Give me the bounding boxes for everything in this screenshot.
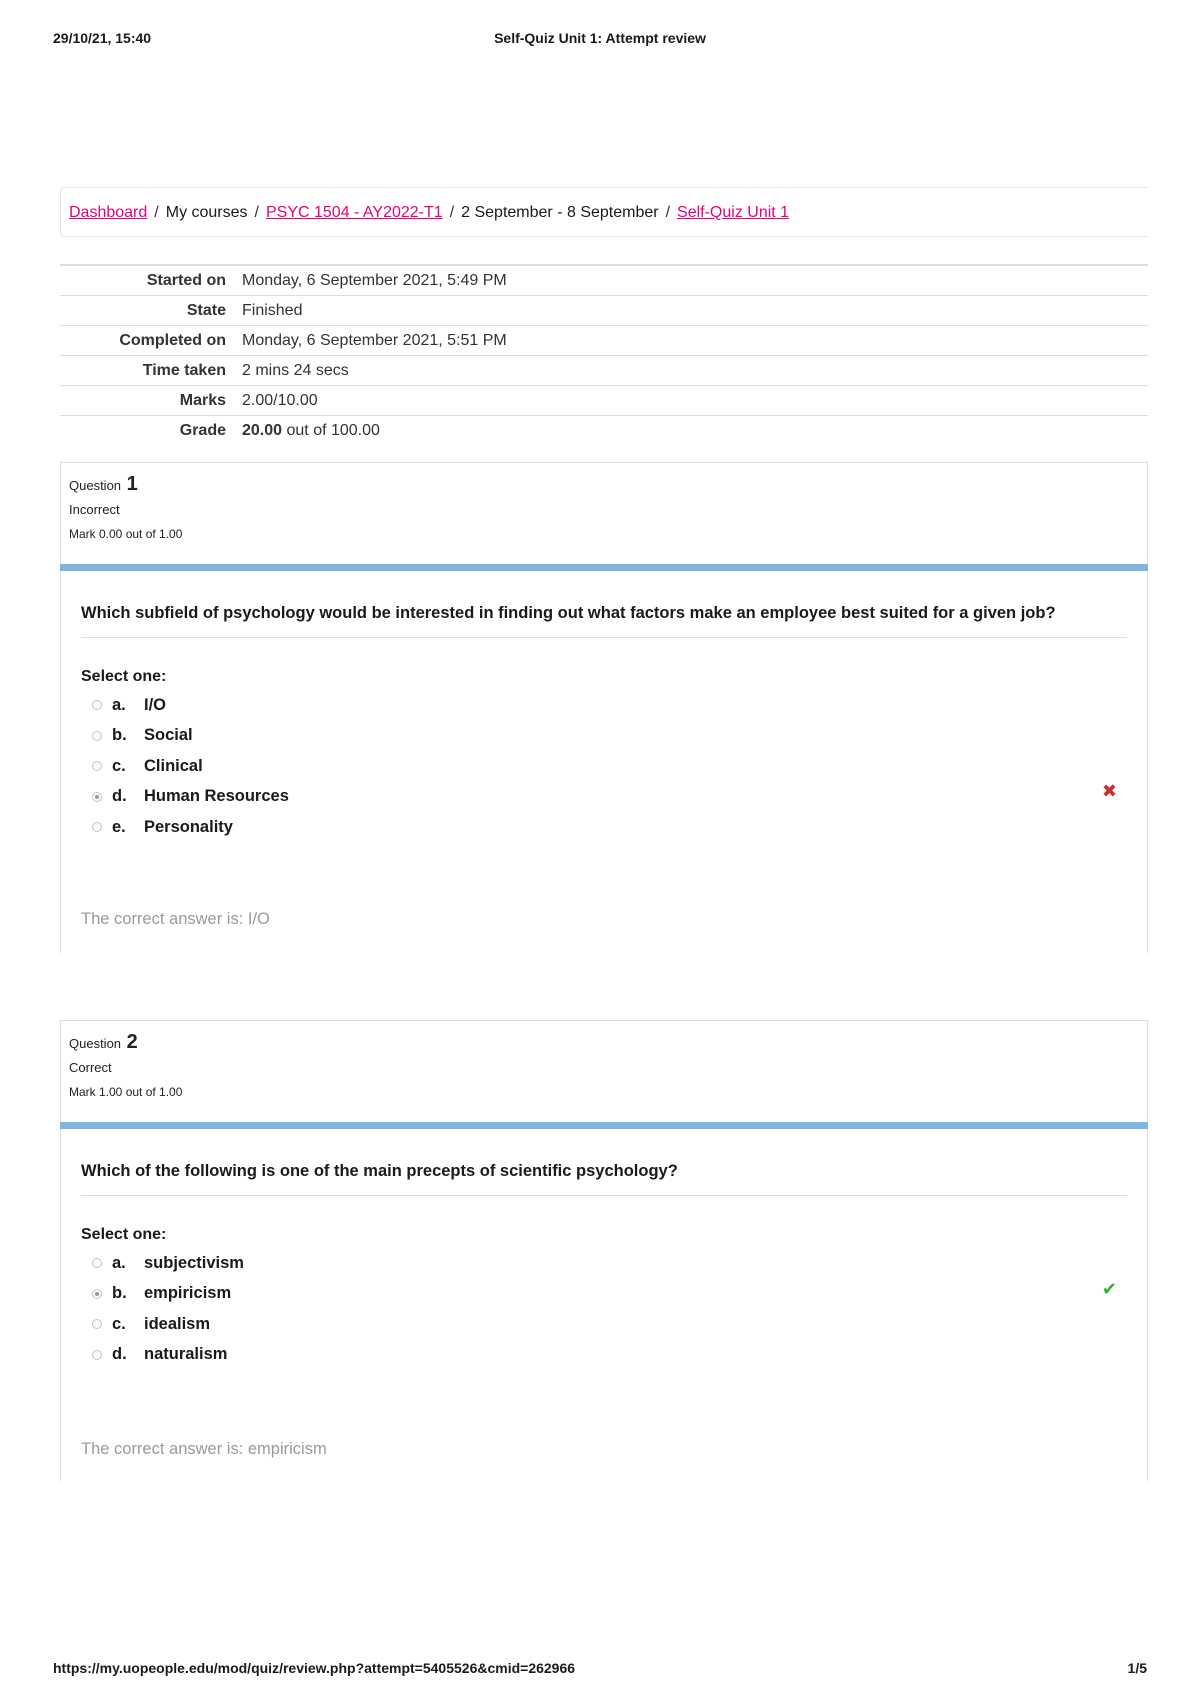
summary-label: Completed on [119,331,226,349]
question-text: Which subfield of psychology would be interested in finding out what factors make an employee best suited for a given job? [81,571,1127,638]
attempt-summary-table [60,264,1148,445]
cross-icon: ✖ [1101,781,1117,801]
summary-label: Time taken [142,361,226,379]
question-state: Correct [69,1060,112,1075]
question-number-value: 2 [126,1031,138,1053]
question-info [60,462,1148,564]
option-text: Human Resources [144,787,289,806]
print-footer [53,1660,1147,1680]
summary-value: Monday, 6 September 2021, 5:51 PM [242,331,507,349]
radio-button[interactable] [92,1319,102,1329]
answer-option[interactable] [81,812,1127,843]
summary-label: State [186,301,226,319]
summary-label: Started on [146,271,226,289]
radio-button-checked[interactable] [92,1289,102,1299]
radio-button[interactable] [92,1350,102,1360]
question-mark: Mark 1.00 out of 1.00 [69,1085,183,1099]
summary-label: Grade [179,421,226,439]
radio-button-checked[interactable] [92,792,102,802]
summary-row-state [60,296,1148,326]
breadcrumb-course[interactable]: PSYC 1504 - AY2022-T1 [265,204,443,221]
question-2 [60,1020,1148,1481]
radio-button[interactable] [92,761,102,771]
print-url: https://my.uopeople.edu/mod/quiz/review.php?attempt=5405526&cmid=262966 [53,1660,576,1676]
check-icon: ✔ [1101,1279,1117,1299]
summary-row-grade [60,416,1148,446]
option-text: Personality [144,817,233,836]
right-answer: The correct answer is: I/O [81,910,270,928]
option-text: subjectivism [144,1253,244,1272]
breadcrumb-separator: / [254,204,259,221]
summary-value: 2 mins 24 secs [242,361,349,379]
answer-option[interactable] [81,1248,1127,1279]
question-info [60,1020,1148,1122]
breadcrumb [60,187,1148,237]
summary-value: 2.00/10.00 [242,391,318,409]
breadcrumb-my-courses: My courses [165,204,248,221]
option-letter: b. [112,726,127,745]
option-letter: a. [112,1253,126,1272]
summary-row-time [60,356,1148,386]
summary-row-marks [60,386,1148,416]
answer-options [81,690,1127,843]
right-answer: The correct answer is: empiricism [81,1440,327,1458]
print-title: Self-Quiz Unit 1: Attempt review [494,30,706,46]
option-letter: d. [112,1345,127,1364]
option-text: empiricism [144,1284,232,1303]
answer-option-selected[interactable] [81,782,1127,813]
answer-option[interactable] [81,690,1127,721]
answer-options [81,1248,1127,1370]
grade-out-of: out of 100.00 [286,421,380,439]
option-text: Clinical [144,756,203,775]
option-letter: c. [112,1314,126,1333]
radio-button[interactable] [92,1258,102,1268]
summary-row-started [60,265,1148,296]
question-number-value: 1 [126,473,138,495]
question-label: Question [69,1036,122,1051]
breadcrumb-quiz[interactable]: Self-Quiz Unit 1 [677,204,790,221]
print-date: 29/10/21, 15:40 [53,30,152,46]
answer-option[interactable] [81,1340,1127,1371]
option-letter: d. [112,787,127,806]
question-1 [60,462,1148,953]
question-text: Which of the following is one of the main precepts of scientific psychology? [81,1129,1127,1196]
radio-button[interactable] [92,700,102,710]
page-number: 1/5 [1127,1660,1147,1676]
question-content [60,571,1148,953]
radio-button[interactable] [92,731,102,741]
question-state: Incorrect [69,502,120,517]
summary-value: Finished [242,301,303,319]
question-number [69,473,1139,496]
summary-value [236,416,1148,446]
option-text: naturalism [144,1345,228,1364]
question-number [69,1031,1139,1054]
option-letter: c. [112,756,126,775]
radio-button[interactable] [92,822,102,832]
question-mark: Mark 0.00 out of 1.00 [69,527,183,541]
breadcrumb-separator: / [449,204,455,221]
question-label: Question [69,478,122,493]
option-letter: a. [112,695,126,714]
answer-option[interactable] [81,721,1127,752]
grade-score: 20.00 [242,421,283,439]
summary-row-completed [60,326,1148,356]
answer-option[interactable] [81,1309,1127,1340]
breadcrumb-week: 2 September - 8 September [461,204,659,221]
summary-value: Monday, 6 September 2021, 5:49 PM [242,271,507,289]
breadcrumb-separator: / [154,204,159,221]
option-text: idealism [144,1314,211,1333]
question-divider-bar [60,564,1148,571]
breadcrumb-separator: / [665,204,671,221]
select-prompt: Select one: [81,668,167,685]
answer-option-selected[interactable] [81,1279,1127,1310]
option-letter: e. [112,817,126,836]
option-letter: b. [112,1284,127,1303]
option-text: I/O [144,695,167,714]
summary-label: Marks [179,391,226,409]
question-divider-bar [60,1122,1148,1129]
select-prompt: Select one: [81,1226,167,1243]
answer-option[interactable] [81,751,1127,782]
print-header [53,30,1147,50]
question-content [60,1129,1148,1481]
option-text: Social [144,726,193,745]
breadcrumb-dashboard[interactable]: Dashboard [69,204,148,221]
